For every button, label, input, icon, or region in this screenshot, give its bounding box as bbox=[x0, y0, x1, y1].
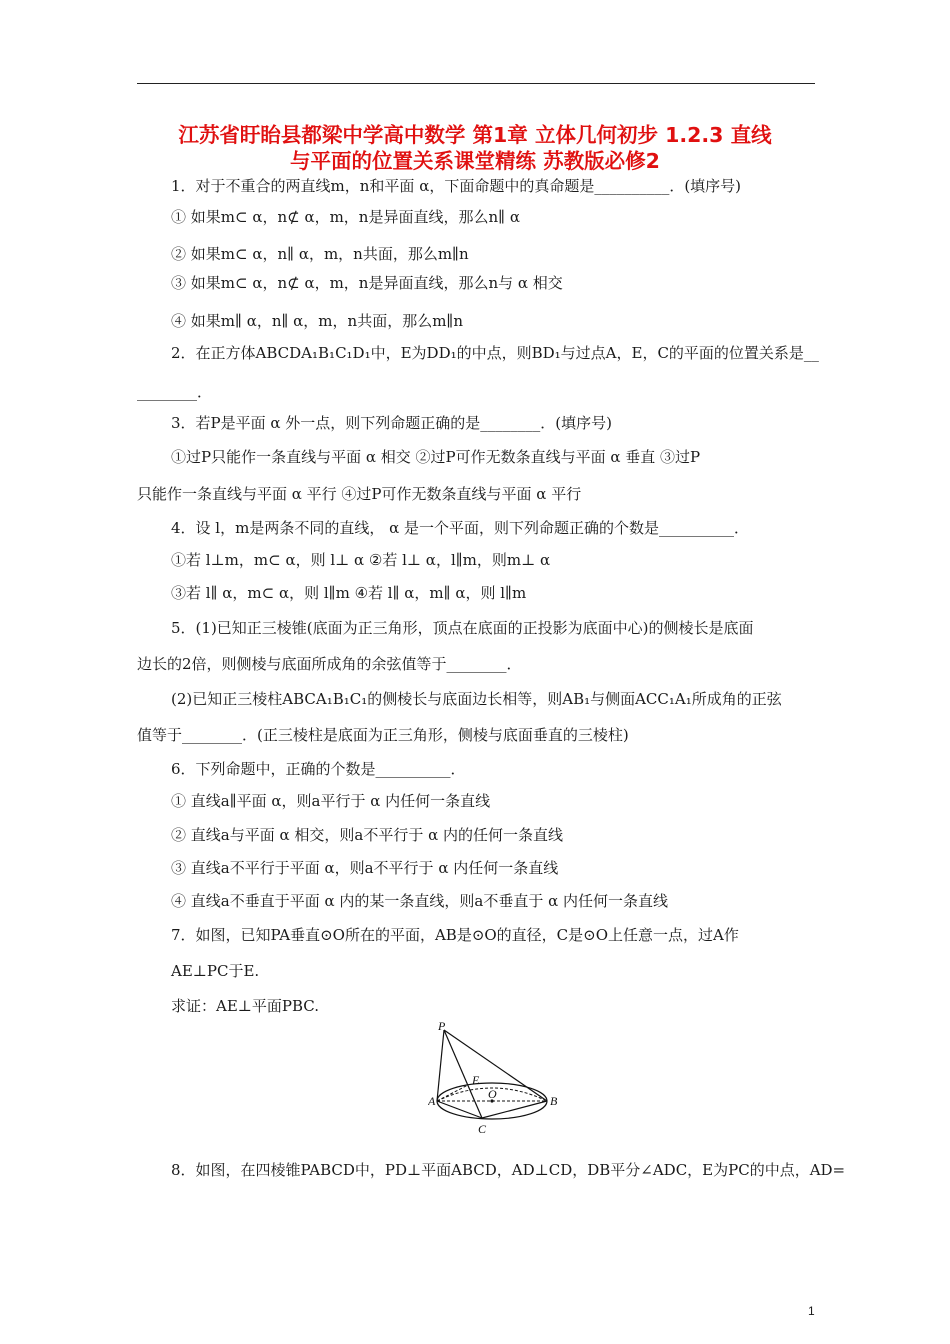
question-3: 3．若P是平面 α 外一点，则下列命题正确的是________．(填序号) bbox=[171, 414, 613, 432]
edge-PA bbox=[437, 1030, 444, 1101]
question-5-2-cont: 值等于________．(正三棱柱是底面为正三角形，侧棱与底面垂直的三棱柱) bbox=[137, 726, 629, 744]
label-C: C bbox=[478, 1122, 487, 1136]
document-title-line-1: 江苏省盱眙县都梁中学高中数学 第1章 立体几何初步 1.2.3 直线 bbox=[178, 123, 772, 147]
q3-options-line-2: 只能作一条直线与平面 α 平行 ④过P可作无数条直线与平面 α 平行 bbox=[137, 485, 582, 503]
question-4: 4．设 l，m是两条不同的直线， α 是一个平面，则下列命题正确的个数是__________． bbox=[171, 519, 750, 537]
page-number: 1 bbox=[808, 1304, 815, 1318]
question-5-2: (2)已知正三棱柱ABCA₁B₁C₁的侧棱长与底面边长相等，则AB₁与侧面ACC₁A₁所成角的正弦 bbox=[171, 690, 782, 708]
question-5-1-cont: 边长的2倍，则侧棱与底面所成角的余弦值等于________． bbox=[137, 655, 522, 673]
q1-option-4: ④ 如果m∥ α，n∥ α，m，n共面，那么m∥n bbox=[171, 312, 464, 330]
q4-options-line-2: ③若 l∥ α，m⊂ α，则 l∥m ④若 l∥ α，m∥ α，则 l∥m bbox=[171, 584, 527, 602]
label-B: B bbox=[550, 1094, 558, 1108]
q1-option-1: ① 如果m⊂ α，n⊄ α，m，n是异面直线，那么n∥ α bbox=[171, 208, 520, 226]
label-E: E bbox=[472, 1073, 480, 1087]
question-7-cont: AE⊥PC于E. bbox=[171, 962, 260, 980]
question-1: 1．对于不重合的两直线m，n和平面 α，下面命题中的真命题是__________．(填序号) bbox=[171, 177, 742, 195]
header-rule bbox=[137, 83, 815, 84]
question-2-cont: ________． bbox=[137, 383, 213, 401]
q6-option-1: ① 直线a∥平面 α，则a平行于 α 内任何一条直线 bbox=[171, 792, 491, 810]
q6-option-2: ② 直线a与平面 α 相交，则a不平行于 α 内的任何一条直线 bbox=[171, 826, 563, 844]
label-O: O bbox=[488, 1087, 497, 1101]
question-7-proof: 求证：AE⊥平面PBC. bbox=[171, 997, 319, 1015]
label-P: P bbox=[438, 1020, 446, 1033]
question-6: 6．下列命题中，正确的个数是__________． bbox=[171, 760, 466, 778]
q3-options-line-1: ①过P只能作一条直线与平面 α 相交 ②过P可作无数条直线与平面 α 垂直 ③过P bbox=[171, 448, 701, 466]
q6-option-3: ③ 直线a不平行于平面 α，则a不平行于 α 内任何一条直线 bbox=[171, 859, 559, 877]
q4-options-line-1: ①若 l⊥m，m⊂ α，则 l⊥ α ②若 l⊥ α，l∥m，则m⊥ α bbox=[171, 551, 551, 569]
question-7: 7．如图，已知PA垂直⊙O所在的平面，AB是⊙O的直径，C是⊙O上任意一点，过A作 bbox=[171, 926, 739, 944]
question-2: 2．在正方体ABCDA₁B₁C₁D₁中，E为DD₁的中点，则BD₁与过点A，E，C的平面的位置关系是__ bbox=[171, 344, 819, 362]
q1-option-2: ② 如果m⊂ α，n∥ α，m，n共面，那么m∥n bbox=[171, 245, 469, 263]
label-A: A bbox=[428, 1094, 436, 1108]
q1-option-3: ③ 如果m⊂ α，n⊄ α，m，n是异面直线，那么n与 α 相交 bbox=[171, 274, 563, 292]
q6-option-4: ④ 直线a不垂直于平面 α 内的某一条直线，则a不垂直于 α 内任何一条直线 bbox=[171, 892, 668, 910]
edge-CB bbox=[482, 1101, 547, 1118]
geometry-figure bbox=[428, 1020, 558, 1140]
question-8: 8．如图，在四棱锥PABCD中，PD⊥平面ABCD，AD⊥CD，DB平分∠ADC，E为PC的中点，AD= bbox=[171, 1161, 846, 1179]
question-5-1: 5．(1)已知正三棱锥(底面为正三角形，顶点在底面的正投影为底面中心)的侧棱长是底面 bbox=[171, 619, 754, 637]
document-title-line-2: 与平面的位置关系课堂精练 苏教版必修2 bbox=[290, 149, 660, 173]
